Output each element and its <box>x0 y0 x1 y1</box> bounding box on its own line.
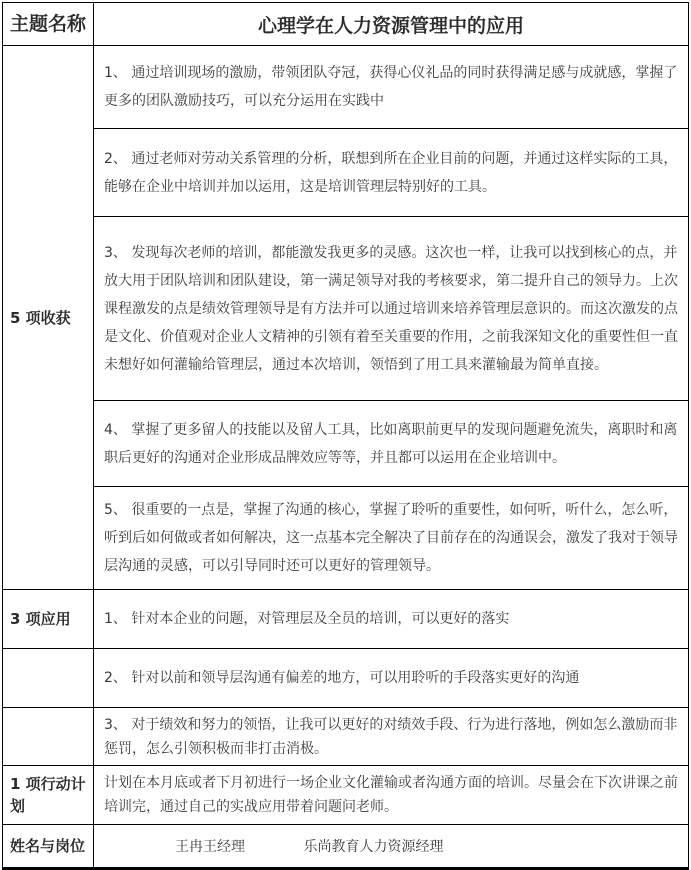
applications-empty-cell <box>3 708 94 766</box>
application-item-2: 2、 针对以前和领导层沟通有偏差的地方，可以用聆听的手段落实更好的沟通 <box>94 649 689 708</box>
gains-section-label: 5 项收获 <box>3 46 94 590</box>
name-position-label: 姓名与岗位 <box>3 825 94 869</box>
signature-cell <box>94 825 689 869</box>
gain-item-5: 5、 很重要的一点是，掌握了沟通的核心，掌握了聆听的重要性，如何听，听什么，怎么听，听到后如何做或者如何解决，这一点基本完全解决了目前存在的沟通误会，激发了我对于领导层沟通的灵感，可以引导同时还可以更好的管理领导。 <box>94 487 689 590</box>
page-title: 心理学在人力资源管理中的应用 <box>94 3 689 46</box>
gain-item-4: 4、 掌握了更多留人的技能以及留人工具，比如离职前更早的发现问题避免流失，离职时和离职后更好的沟通对企业形成品牌效应等等，并且都可以运用在企业培训中。 <box>94 401 689 487</box>
gain-item-1: 1、 通过培训现场的激励，带领团队夺冠，获得心仪礼品的同时获得满足感与成就感，掌握了更多的团队激励技巧，可以充分运用在实践中 <box>94 46 689 129</box>
action-plan-text: 计划在本月底或者下月初进行一场企业文化灌输或者沟通方面的培训。尽量会在下次讲课之前培训完，通过自己的实战应用带着问题问老师。 <box>94 766 689 825</box>
table-row <box>3 129 689 217</box>
table-row <box>3 401 689 487</box>
table-row <box>3 766 689 825</box>
gain-item-3: 3、 发现每次老师的培训，都能激发我更多的灵感。这次也一样，让我可以找到核心的点，并 放大用于团队培训和团队建设，第一满足领导对我的考核要求，第二提升自己的领导力。上次课程激发的点是绩效管理领导是有方法并可以通过培训来培养管理层意识的。而这次激发的点是文化、价值观对企业人文精神的引领有着至关重要的作用，之前我深知文化的重要性但一直未想好如何灌输给管理层，通过本次培训，领悟到了用工具来灌输最为简单直接。 <box>94 217 689 401</box>
application-item-3: 3、 对于绩效和努力的领悟，让我可以更好的对绩效手段、行为进行落地，例如怎么激励而非惩罚，怎么引领积极而非打击消极。 <box>94 708 689 766</box>
gain-item-2: 2、 通过老师对劳动关系管理的分析，联想到所在企业目前的问题，并通过这样实际的工具，能够在企业中培训并加以运用，这是培训管理层特别好的工具。 <box>94 129 689 217</box>
training-review-table <box>2 2 689 870</box>
table-row <box>3 649 689 708</box>
topic-name-label: 主题名称 <box>3 3 94 46</box>
table-row <box>3 217 689 401</box>
table-row <box>3 46 689 129</box>
header-row <box>3 3 689 46</box>
signature-name: 王冉王经理 <box>175 839 245 855</box>
application-item-1: 1、 针对本企业的问题，对管理层及全员的培训，可以更好的落实 <box>94 590 689 649</box>
signature-position: 乐尚教育人力资源经理 <box>303 839 444 855</box>
table-row <box>3 487 689 590</box>
applications-empty-cell <box>3 649 94 708</box>
signature-row <box>3 825 689 869</box>
table-row <box>3 590 689 649</box>
action-plan-section-label: 1 项行动计划 <box>3 766 94 825</box>
applications-section-label: 3 项应用 <box>3 590 94 649</box>
table-row <box>3 708 689 766</box>
